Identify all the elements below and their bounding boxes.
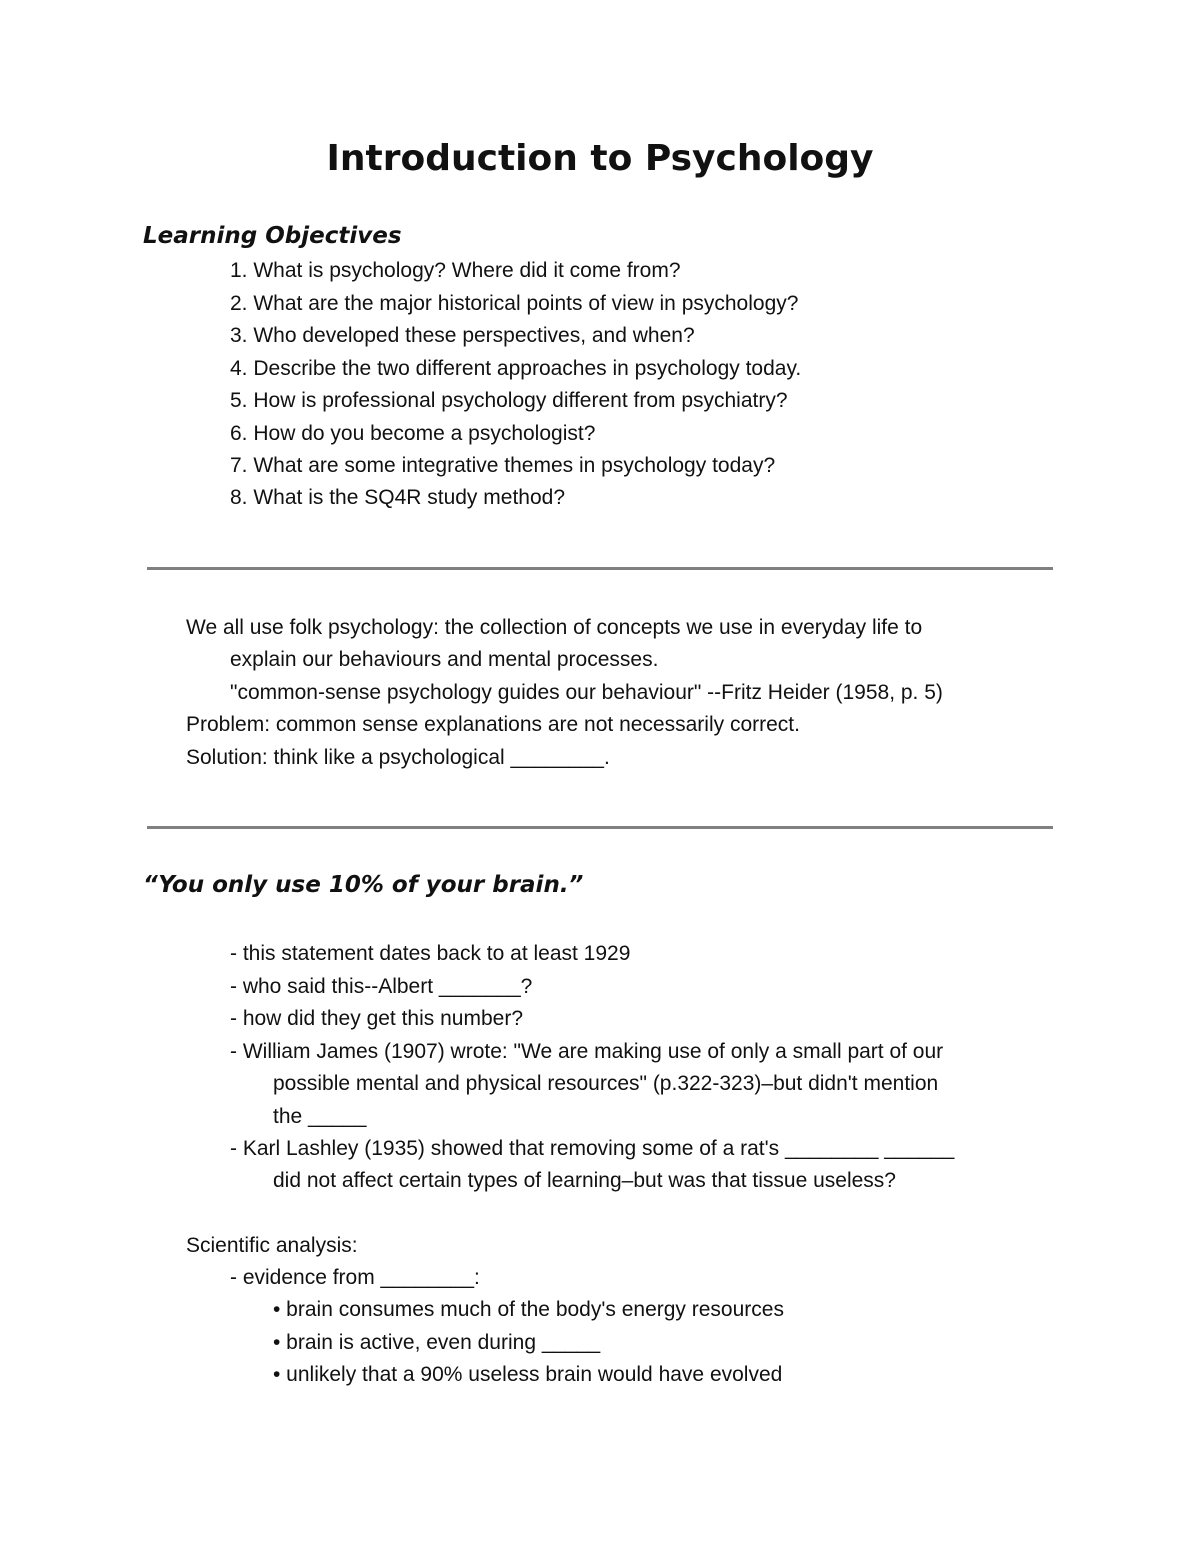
evidence-bullet: • brain is active, even during _____: [273, 1331, 601, 1354]
objective-item: 5. How is professional psychology different from psychiatry?: [230, 389, 788, 412]
folk-psychology-text: explain our behaviours and mental processes.: [230, 648, 659, 671]
myth-point: - how did they get this number?: [230, 1007, 523, 1030]
objective-item: 4. Describe the two different approaches in psychology today.: [230, 357, 802, 380]
evidence-line: - evidence from ________:: [230, 1266, 480, 1289]
section-divider: [147, 567, 1053, 570]
evidence-bullet: • brain consumes much of the body's energy resources: [273, 1298, 784, 1321]
objective-item: 7. What are some integrative themes in psychology today?: [230, 454, 776, 477]
scientific-analysis-label: Scientific analysis:: [186, 1234, 358, 1257]
objective-item: 6. How do you become a psychologist?: [230, 422, 596, 445]
evidence-bullet: • unlikely that a 90% useless brain would have evolved: [273, 1363, 783, 1386]
learning-objectives-heading: Learning Objectives: [143, 223, 402, 249]
myth-point: - Karl Lashley (1935) showed that removing some of a rat's ________ ______: [230, 1137, 955, 1160]
objective-item: 3. Who developed these perspectives, and when?: [230, 324, 695, 347]
objective-item: 8. What is the SQ4R study method?: [230, 486, 565, 509]
solution-text: Solution: think like a psychological ________.: [186, 746, 610, 769]
objective-item: 2. What are the major historical points of view in psychology?: [230, 292, 799, 315]
heider-quote: "common-sense psychology guides our behaviour" --Fritz Heider (1958, p. 5): [230, 681, 943, 704]
objective-item: 1. What is psychology? Where did it come from?: [230, 259, 681, 282]
problem-text: Problem: common sense explanations are not necessarily correct.: [186, 713, 800, 736]
myth-heading: “You only use 10% of your brain.”: [143, 872, 584, 898]
myth-point: - who said this--Albert _______?: [230, 975, 533, 998]
myth-point-continued: did not affect certain types of learning–but was that tissue useless?: [273, 1169, 896, 1192]
folk-psychology-text: We all use folk psychology: the collection of concepts we use in everyday life to: [186, 616, 923, 639]
myth-point-continued: the _____: [273, 1105, 367, 1128]
document-title: Introduction to Psychology: [326, 138, 874, 179]
section-divider: [147, 826, 1053, 829]
myth-point: - this statement dates back to at least 1929: [230, 942, 631, 965]
myth-point: - William James (1907) wrote: "We are making use of only a small part of our: [230, 1040, 944, 1063]
myth-point-continued: possible mental and physical resources" (p.322-323)–but didn't mention: [273, 1072, 939, 1095]
